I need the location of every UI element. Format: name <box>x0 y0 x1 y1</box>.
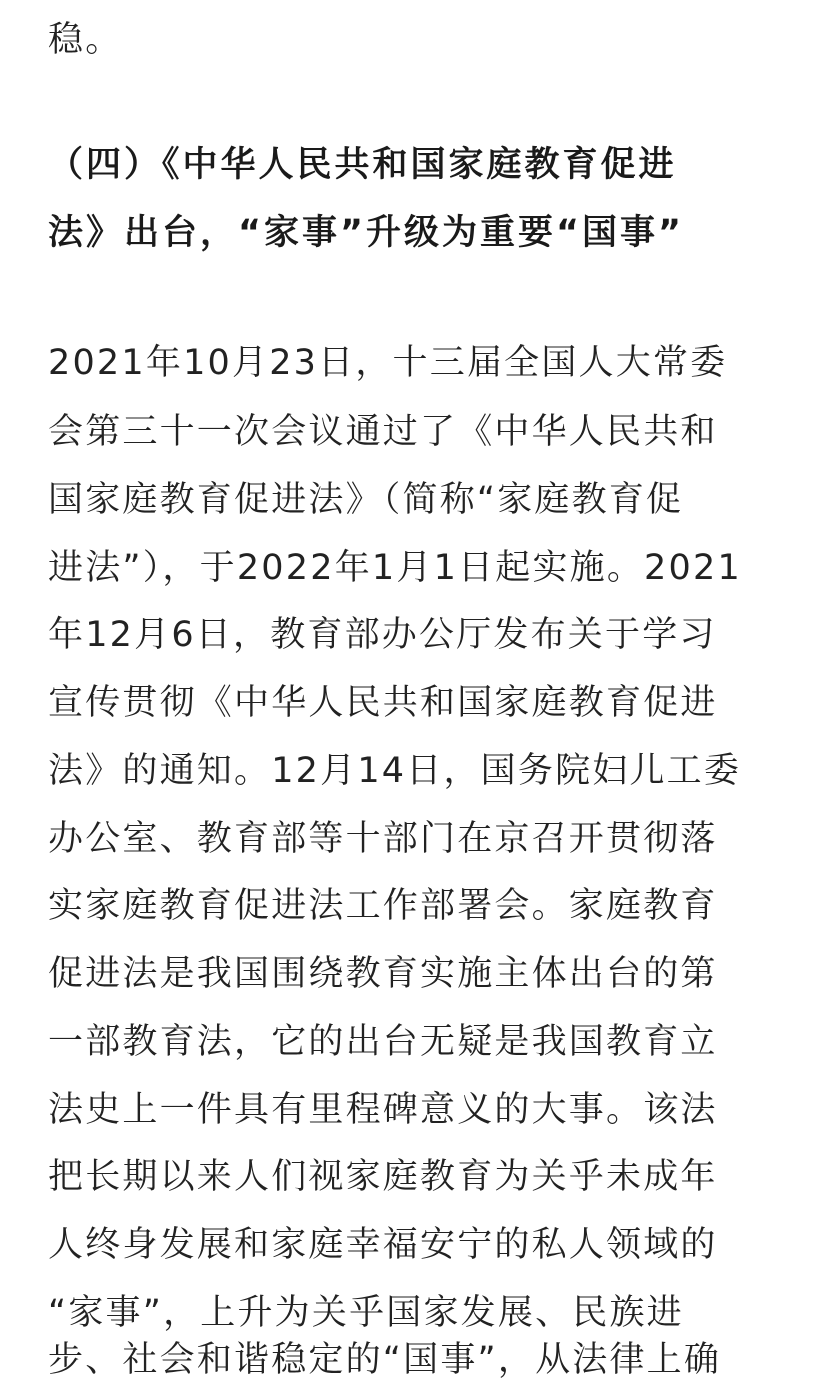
heading-line: （四）《中华人民共和国家庭教育促进 <box>48 145 677 185</box>
heading-line: 法》出台，“家事”升级为重要“国事” <box>48 213 685 253</box>
paragraph-line: 2021年10月23日，十三届全国人大常委 <box>48 343 728 383</box>
paragraph-line: 实家庭教育促进法工作部署会。家庭教育 <box>48 886 718 926</box>
paragraph-line: 步、社会和谐稳定的“国事”，从法律上确 <box>48 1340 722 1380</box>
paragraph-line: “家事”，上升为关乎国家发展、民族进 <box>48 1293 684 1333</box>
paragraph-line: 促进法是我国围绕教育实施主体出台的第 <box>48 954 718 994</box>
paragraph-line: 人终身发展和家庭幸福安宁的私人领域的 <box>48 1225 718 1265</box>
paragraph-line: 法史上一件具有里程碑意义的大事。该法 <box>48 1090 718 1130</box>
paragraph-line: 进法”），于2022年1月1日起实施。2021 <box>48 548 742 588</box>
paragraph-line: 法》的通知。12月14日，国务院妇儿工委 <box>48 751 742 791</box>
paragraph-line: 一部教育法，它的出台无疑是我国教育立 <box>48 1022 718 1062</box>
previous-paragraph-tail: 稳。 <box>48 20 123 60</box>
paragraph-line: 年12月6日，教育部办公厅发布关于学习 <box>48 615 717 655</box>
paragraph-line: 会第三十一次会议通过了《中华人民共和 <box>48 412 718 452</box>
paragraph-line: 宣传贯彻《中华人民共和国家庭教育促进 <box>48 683 718 723</box>
paragraph-line: 国家庭教育促进法》（简称“家庭教育促 <box>48 480 684 520</box>
paragraph-line: 把长期以来人们视家庭教育为关乎未成年 <box>48 1157 718 1197</box>
paragraph-line: 办公室、教育部等十部门在京召开贯彻落 <box>48 819 718 859</box>
